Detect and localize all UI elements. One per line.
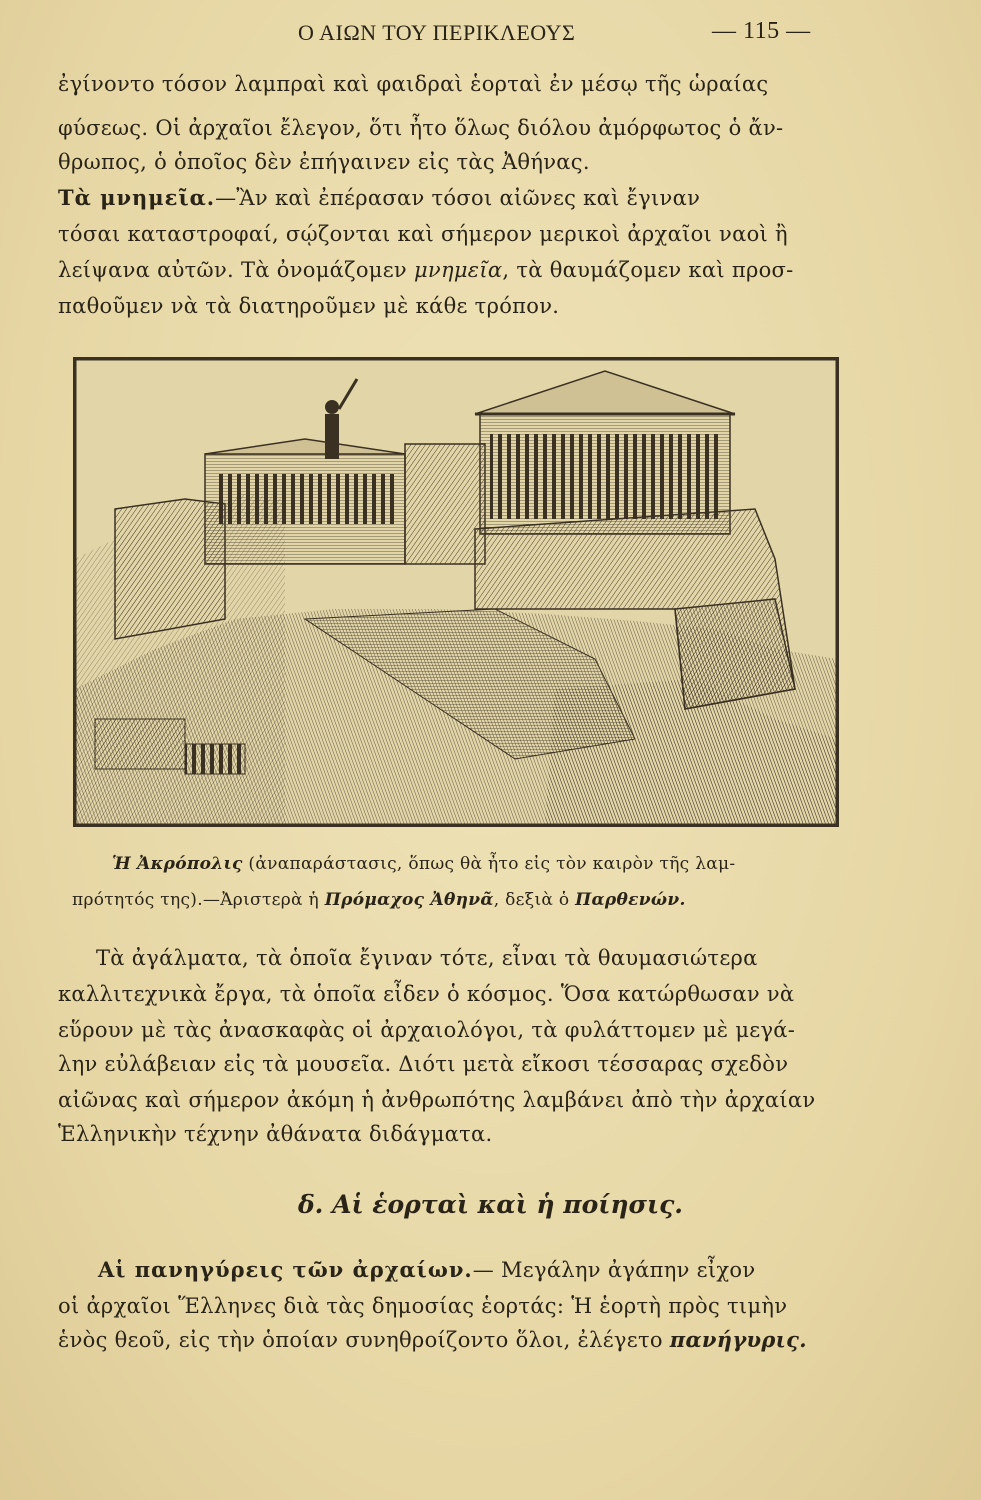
- figure-caption-line-2: [72, 888, 686, 912]
- running-title: Ο ΑΙΩΝ ΤΟΥ ΠΕΡΙΚΛΕΟΥΣ: [298, 20, 576, 45]
- para3-line-4: λην εὐλάβειαν εἰς τὰ μουσεῖα. Διότι μετὰ εἴκοσι τέσσαρας σχεδὸν: [58, 1052, 789, 1076]
- para2-line-4: παθοῦμεν νὰ τὰ διατηροῦμεν μὲ κάθε τρόπον.: [58, 294, 560, 318]
- caption-promachos: Πρόμαχος Ἀθηνᾶ: [324, 890, 494, 910]
- figure-caption-line-1: [112, 852, 735, 876]
- para4-line-2: οἱ ἀρχαῖοι Ἕλληνες διὰ τὰς δημοσίας ἑορτάς: Ἡ ἑορτὴ πρὸς τιμὴν: [58, 1294, 788, 1318]
- para1-line-2: φύσεως. Οἱ ἀρχαῖοι ἔλεγον, ὅτι ἦτο ὅλως διόλου ἀμόρφωτος ὁ ἄν-: [58, 116, 784, 140]
- para3-line-3: εὕρουν μὲ τὰς ἀνασκαφὰς οἱ ἀρχαιολόγοι, τὰ φυλάττομεν μὲ μεγά-: [58, 1018, 796, 1042]
- para3-line-2: καλλιτεχνικὰ ἔργα, τὰ ὁποῖα εἶδεν ὁ κόσμος. Ὅσα κατώρθωσαν νὰ: [58, 982, 795, 1006]
- para4-line-3: [58, 1326, 807, 1354]
- para2-line-2: τόσαι καταστροφαί, σῴζονται καὶ σήμερον μερικοὶ ἀρχαῖοι ναοὶ ἢ: [58, 222, 788, 246]
- para2-line-3-a: λείψανα αὐτῶν. Τὰ ὀνομάζομεν: [58, 258, 414, 282]
- para2-line-1: [58, 184, 700, 212]
- para4-line-3-a: ἑνὸς θεοῦ, εἰς τὴν ὁποίαν συνηθροίζοντο ὅλοι, ἐλέγετο: [58, 1328, 670, 1352]
- para3-line-6: Ἑλληνικὴν τέχνην ἀθάνατα διδάγματα.: [58, 1122, 493, 1146]
- caption-acropolis: Ἡ Ἀκρόπολις: [112, 854, 243, 874]
- caption-line-1-text: (ἀναπαράστασις, ὅπως θὰ ἦτο εἰς τὸν καιρὸν τῆς λαμ-: [242, 854, 736, 874]
- caption-parthenon: Παρθενών.: [575, 890, 686, 910]
- page-header: [0, 14, 981, 54]
- para3-line-1: Τὰ ἀγάλματα, τὰ ὁποῖα ἔγιναν τότε, εἶναι τὰ θαυμασιώτερα: [96, 946, 758, 970]
- para4-line-1-text: — Μεγάλην ἀγάπην εἶχον: [472, 1258, 756, 1282]
- para2-line-3-b: , τὰ θαυμάζομεν καὶ προσ-: [502, 258, 794, 282]
- acropolis-engraving: [73, 357, 839, 827]
- term-mnemeia: μνημεῖα: [413, 258, 503, 282]
- para4-line-1: [98, 1256, 755, 1284]
- para2-line-1-text: —Ἂν καὶ ἐπέρασαν τόσοι αἰῶνες καὶ ἔγιναν: [215, 186, 701, 210]
- section-lead-festivals: Αἱ πανηγύρεις τῶν ἀρχαίων.: [98, 1257, 473, 1282]
- para1-line-3: θρωπος, ὁ ὁποῖος δὲν ἐπήγαινεν εἰς τὰς Ἀθήνας.: [58, 150, 590, 174]
- section-heading: δ. Αἱ ἑορταὶ καὶ ἡ ποίησις.: [298, 1190, 683, 1219]
- page-number: — 115 —: [712, 18, 811, 44]
- section-lead-monuments: Τὰ μνημεῖα.: [58, 185, 216, 210]
- para2-line-3: [58, 256, 794, 284]
- caption-line-2-b: , δεξιὰ ὁ: [493, 890, 576, 910]
- term-panegyris: πανήγυρις.: [669, 1327, 807, 1352]
- caption-line-2-a: πρότητός της).—Ἀριστερὰ ἡ: [72, 890, 325, 910]
- para1-line-1: ἐγίνοντο τόσον λαμπραὶ καὶ φαιδραὶ ἑορταὶ ἐν μέσῳ τῆς ὡραίας: [58, 72, 769, 96]
- para3-line-5: αἰῶνας καὶ σήμερον ἀκόμη ἡ ἀνθρωπότης λαμβάνει ἀπὸ τὴν ἀρχαίαν: [58, 1088, 816, 1112]
